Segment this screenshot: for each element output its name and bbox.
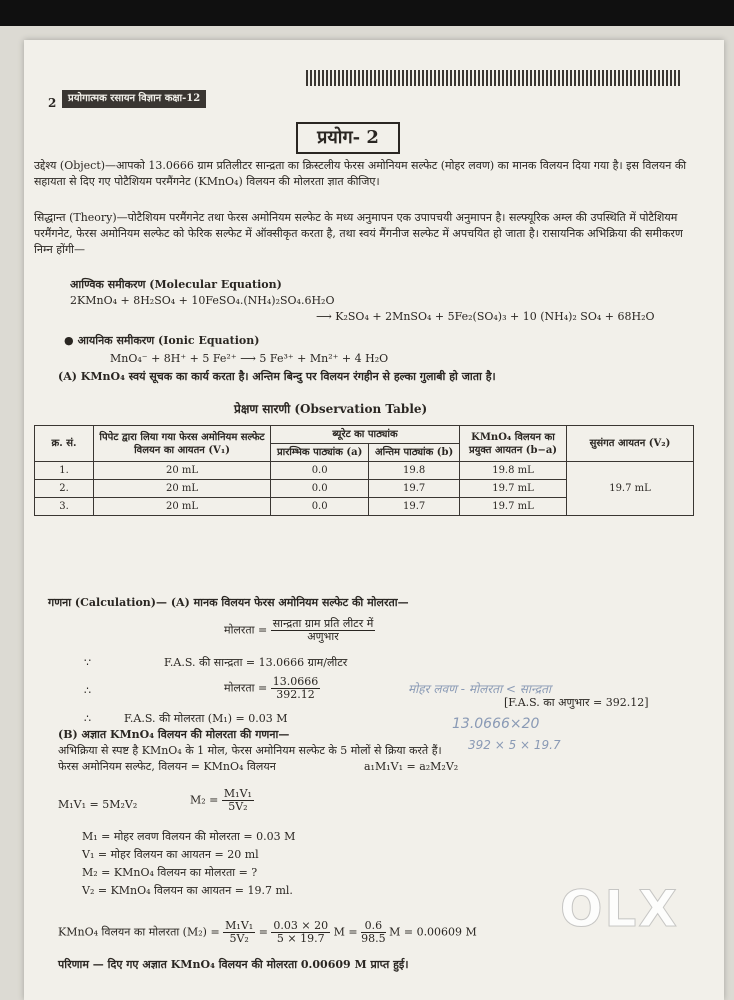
cell-initial: 0.0 [271,462,369,480]
molarity-numerator: सान्द्रता ग्राम प्रति लीटर में [272,617,374,630]
molarity-calc-numerator: 13.0666 [272,675,319,688]
col-pipette-header: पिपेट द्वारा लिया गया फेरस अमोनियम सल्फेट विलयन का आयतन (V₁) [94,426,271,462]
col-burette-header: ब्यूरेट का पाठ्यांक [271,426,460,444]
molecular-equation-line-1: 2KMnO₄ + 8H₂SO₄ + 10FeSO₄.(NH₄)₂SO₄.6H₂O [70,294,335,307]
col-final-header: अन्तिम पाठ्यांक (b) [369,444,460,462]
cell-sno: 1. [35,462,94,480]
molecular-equation-line-2: ⟶ K₂SO₄ + 2MnSO₄ + 5Fe₂(SO₄)₃ + 10 (NH₄)₂ SO₄ + 68H₂O [316,310,655,323]
fas-molarity: F.A.S. की मोलरता (M₁) = 0.03 M [124,712,288,725]
final-fraction-2-numerator: 0.03 × 20 [273,919,329,932]
cell-v1: 20 mL [94,498,271,516]
molarity-denominator: अणुभार [307,630,339,643]
m2-denominator: 5V₂ [228,800,248,813]
page-number: 2 [48,96,57,110]
therefore-symbol-1: ∴ [84,684,91,697]
final-label: KMnO₄ विलयन का मोलरता (M₂) = [58,925,220,939]
handwritten-note-1: मोहर लवण - मोलरता < सान्द्रता [408,682,552,696]
molarity-formula [224,618,375,643]
cell-final: 19.7 [369,498,460,516]
m2-fraction [222,788,254,813]
final-fraction-2 [271,920,330,945]
col-sno-header: क्र. सं. [35,426,94,462]
header-barcode-strip [306,70,680,86]
final-fraction-1-denominator: 5V₂ [229,932,249,945]
calculation-heading: गणना (Calculation)— (A) मानक विलयन फेरस अमोनियम सल्फेट की मोलरता— [48,596,409,609]
col-initial-header: प्रारम्भिक पाठ्यांक (a) [271,444,369,462]
reaction-statement: अभिक्रिया से स्पष्ट है KMnO₄ के 1 मोल, फेरस अमोनियम सल्फेट के 5 मोलों से क्रिया करते हैं। [58,744,442,757]
indicator-note: (A) KMnO₄ स्वयं सूचक का कार्य करता है। अन्तिम बिन्दु पर विलयन रंगहीन से हल्का गुलाबी हो जाता है। [58,370,496,383]
m2-formula [190,788,254,813]
cell-initial: 0.0 [271,480,369,498]
final-fraction-2-denominator: 5 × 19.7 [276,932,325,945]
fas-molecular-weight: [F.A.S. का अणुभार = 392.12] [504,696,649,709]
theory-paragraph: सिद्धान्त (Theory)—पोटैशियम परमैंगनेट तथा फेरस अमोनियम सल्फेट के मध्य अनुमापन एक उपापचयी अनुमापन है। सल्फ्यूरिक अम्ल की उपस्थिति में पोटैशियम परमैंगनेट, फेरस अमोनियम सल्फेट को फेरिक सल्फेट में ऑक्सीकृत करता है, तथा स्वयं मैंगनीज सल्फेट में अपचयित हो जाता है। रासायनिक अभिक्रिया की समीकरण निम्न होंगी— [34,211,683,256]
handwritten-note-2: 13.0666×20 [452,716,540,732]
col-concordant-header: सुसंगत आयतन (V₂) [567,426,694,462]
since-symbol: ∵ [84,656,91,669]
final-value: M = 0.00609 M [389,925,477,939]
result-statement: परिणाम — दिए गए अज्ञात KMnO₄ विलयन की मोलरता 0.00609 M प्राप्त हुई। [58,958,409,971]
m2-label: M₂ = [190,793,219,807]
cell-diff: 19.7 mL [460,480,567,498]
molarity-calc-denominator: 392.12 [276,688,315,701]
m2-numerator: M₁V₁ [223,787,252,800]
part-b-heading: (B) अज्ञात KMnO₄ विलयन की मोलरता की गणना— [58,728,290,741]
molarity-calc [224,676,320,701]
cell-v1: 20 mL [94,462,271,480]
relation-equation: a₁M₁V₁ = a₂M₂V₂ [364,760,459,773]
definition-m1: M₁ = मोहर लवण विलयन की मोलरता = 0.03 M [82,830,296,843]
table-title: प्रेक्षण सारणी (Observation Table) [234,402,428,416]
cell-concordant: 19.7 mL [567,462,694,516]
molarity-label: मोलरता = [224,623,268,637]
molarity-fraction [271,618,376,643]
definition-m2: M₂ = KMnO₄ विलयन का मोलरता = ? [82,866,258,879]
object-paragraph: उद्देश्य (Object)—आपको 13.0666 ग्राम प्रतिलीटर सान्द्रता का क्रिस्टलीय फेरस अमोनियम सल्फेट (मोहर लवण) का मानक विलयन दिया गया है। इस विलयन की सहायता से दिए गए पोटैशियम परमैंगनेट (KMnO₄) विलयन की मोलरता ज्ञात कीजिए। [34,159,687,188]
cell-diff: 19.7 mL [460,498,567,516]
therefore-symbol-2: ∴ [84,712,91,725]
cell-sno: 2. [35,480,94,498]
molarity-calc-label: मोलरता = [224,681,268,695]
top-bar [0,0,734,26]
observation-table [34,425,694,516]
molecular-equation-heading: आण्विक समीकरण (Molecular Equation) [70,278,282,291]
fas-concentration: F.A.S. की सान्द्रता = 13.0666 ग्राम/लीटर [164,656,348,669]
cell-v1: 20 mL [94,480,271,498]
molarity-calc-fraction [271,676,321,701]
cell-sno: 3. [35,498,94,516]
table-row [35,462,694,480]
cell-final: 19.8 [369,462,460,480]
final-fraction-3-denominator: 98.5 [361,932,386,945]
definition-v1: V₁ = मोहर विलयन का आयतन = 20 ml [82,848,259,861]
olx-watermark: OLX [560,880,679,938]
final-fraction-1-numerator: M₁V₁ [225,919,254,932]
final-fraction-3 [361,920,386,945]
final-fraction-1 [223,920,255,945]
m1v1-equation: M₁V₁ = 5M₂V₂ [58,798,138,811]
ionic-equation-heading: ● आयनिक समीकरण (Ionic Equation) [64,334,259,348]
final-calculation: KMnO₄ विलयन का मोलरता (M₂) = $\frac{\text{M₁V₁}}{\text{5V₂}}$ = $\frac{0.03 \times 20}{5 \times 19.7}$ M = $\frac{0.6}{98.5}$ M = 0.00609 M [58,919,477,945]
experiment-title: प्रयोग- 2 [296,122,400,154]
handwritten-note-3: 392 × 5 × 19.7 [468,738,561,752]
relation-text: फेरस अमोनियम सल्फेट, विलयन = KMnO₄ विलयन [58,760,276,773]
cell-initial: 0.0 [271,498,369,516]
definition-v2: V₂ = KMnO₄ विलयन का आयतन = 19.7 ml. [82,884,293,897]
col-kmno4-header: KMnO₄ विलयन का प्रयुक्त आयतन (b−a) [460,426,567,462]
cell-diff: 19.8 mL [460,462,567,480]
document-page [24,40,724,1000]
ionic-equation: MnO₄⁻ + 8H⁺ + 5 Fe²⁺ ⟶ 5 Fe³⁺ + Mn²⁺ + 4 H₂O [110,352,389,365]
book-title-label: प्रयोगात्मक रसायन विज्ञान कक्षा-12 [62,90,206,108]
cell-final: 19.7 [369,480,460,498]
final-fraction-3-numerator: 0.6 [361,920,386,933]
